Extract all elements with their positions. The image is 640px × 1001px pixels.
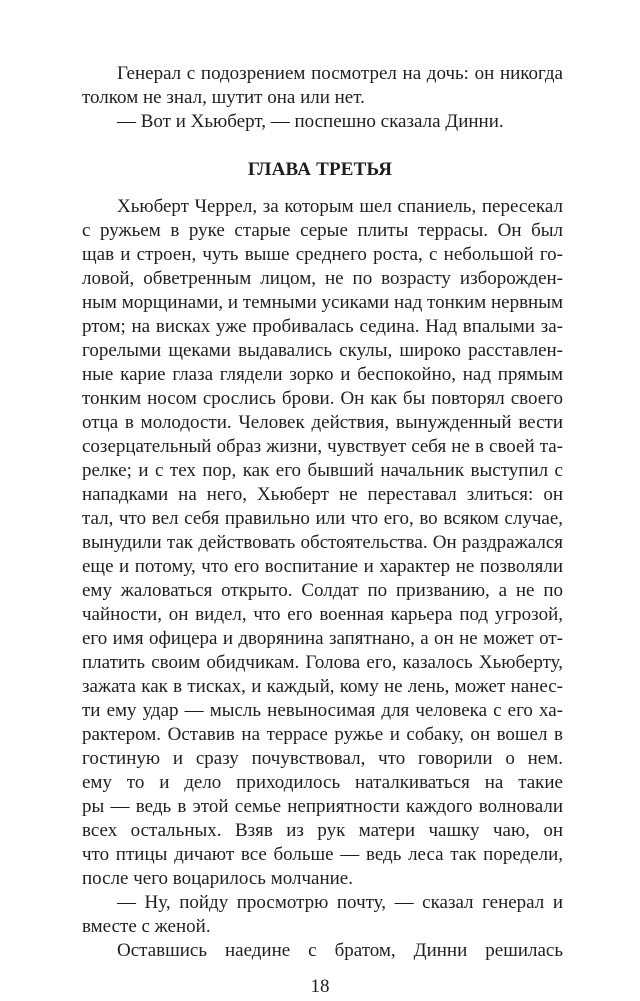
text-line: всех остальных. Взяв из рук матери чашку чаю, он xyxy=(82,820,563,841)
text-line: вместе с женой. xyxy=(82,916,211,937)
text-line: горелыми щеками выдавались скулы, широко расставлен- xyxy=(82,340,563,361)
text-line: ти ему удар — мысль невыносимая для человека с его ха- xyxy=(82,700,563,721)
text-line: тал, что вел себя правильно или что его, во всяком случае, xyxy=(82,508,563,529)
text-line: щав и строен, чуть выше среднего роста, с небольшой го- xyxy=(82,244,563,265)
text-line: ему жаловаться открыто. Солдат по призванию, а не по xyxy=(82,580,563,601)
text-line: созерцательный образ жизни, чувствует себя не в своей та- xyxy=(82,436,563,457)
text-line: рактером. Оставив на террасе ружье и собаку, он вошел в xyxy=(82,724,563,745)
text-line: зажата как в тисках, и каждый, кому не лень, может нанес- xyxy=(82,676,563,697)
text-line: ловой, обветренным лицом, не по возрасту изборожден- xyxy=(82,268,563,289)
text-line: Хьюберт Черрел, за которым шел спаниель, пересекал xyxy=(117,196,563,217)
text-line: вынудили так действовать обстоятельства. Он раздражался xyxy=(82,532,563,553)
text-line: платить своим обидчикам. Голова его, казалось Хьюберту, xyxy=(82,652,563,673)
text-line: ным морщинами, и темными усиками над тонким нервным xyxy=(82,292,563,313)
text-line: Оставшись наедине с братом, Динни решилась xyxy=(117,940,563,961)
text-line: чайности, он видел, что его военная карьера под угрозой, xyxy=(82,604,563,625)
text-line: после чего воцарилось молчание. xyxy=(82,868,353,889)
chapter-heading: ГЛАВА ТРЕТЬЯ xyxy=(247,159,393,180)
text-line: его имя офицера и дворянина запятнано, а он не может от- xyxy=(82,628,563,649)
page-number: 18 xyxy=(310,976,330,997)
text-line: ры — ведь в этой семье неприятности каждого волновали xyxy=(82,796,563,817)
text-line: релке; и с тех пор, как его бывший начальник выступил с xyxy=(82,460,563,481)
text-line: тонким носом срослись брови. Он как бы повторял своего xyxy=(82,388,563,409)
text-line: Генерал с подозрением посмотрел на дочь: он никогда xyxy=(117,63,563,84)
text-line: нападками на него, Хьюберт не переставал злиться: он xyxy=(82,484,563,505)
text-line: — Ну, пойду просмотрю почту, — сказал генерал и xyxy=(117,892,563,913)
text-line: отца в молодости. Человек действия, вынужденный вести xyxy=(82,412,563,433)
text-line: ему то и дело приходилось наталкиваться на такие xyxy=(82,772,563,793)
text-line: с ружьем в руке старые серые плиты террасы. Он был xyxy=(82,220,563,241)
text-line: — Вот и Хьюберт, — поспешно сказала Динни. xyxy=(117,111,504,132)
text-line: гостиную и сразу почувствовал, что говорили о нем. xyxy=(82,748,563,769)
text-line: ные карие глаза глядели зорко и беспокойно, над прямым xyxy=(82,364,563,385)
text-line: ртом; на висках уже пробивалась седина. Над впалыми за- xyxy=(82,316,563,337)
text-line: еще и потому, что его воспитание и характер не позволяли xyxy=(82,556,563,577)
text-line: что птицы дичают все больше — ведь леса так поредели, xyxy=(82,844,563,865)
text-line: толком не знал, шутит она или нет. xyxy=(82,87,365,108)
